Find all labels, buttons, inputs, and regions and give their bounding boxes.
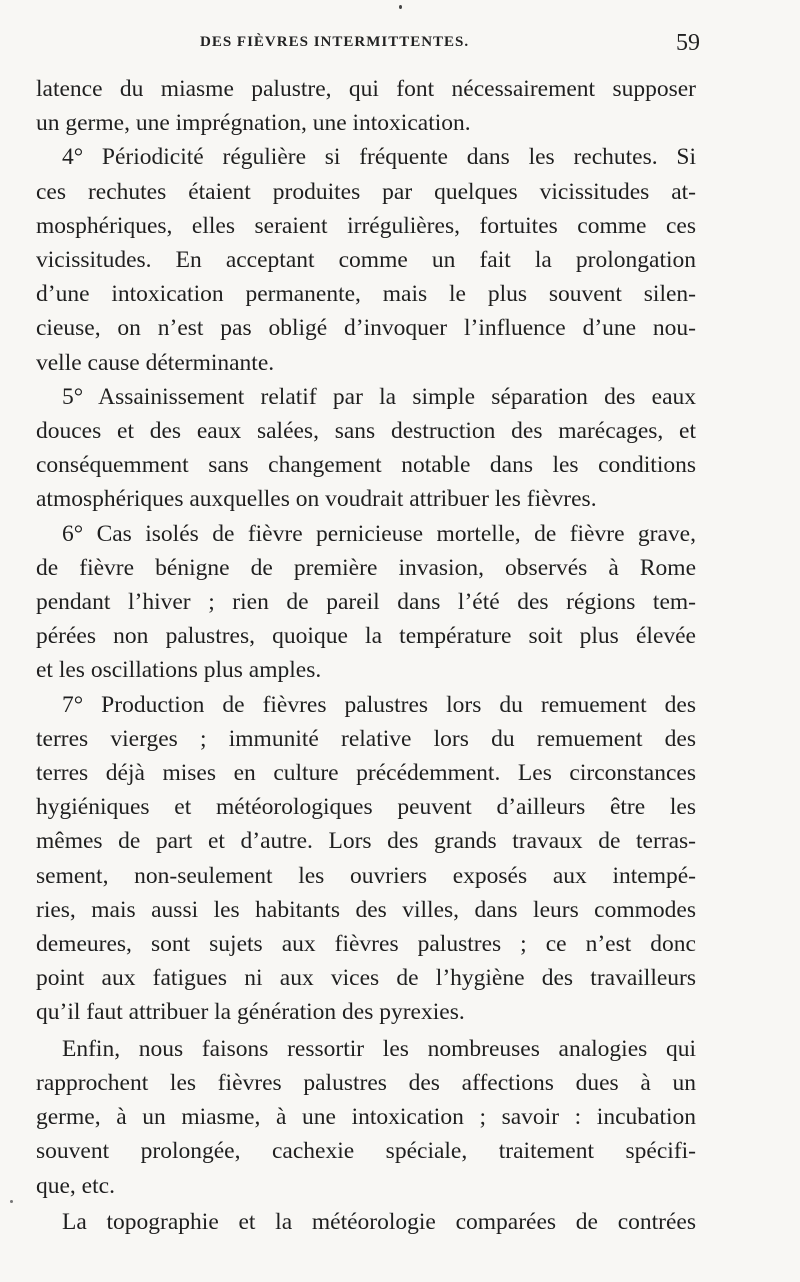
- paragraph-enfin: [36, 1032, 696, 1203]
- text-line: souvent prolongée, cachexie spéciale, traitement spécifi-: [36, 1138, 696, 1165]
- paragraph-item-6: [36, 517, 696, 688]
- paragraph-continuation: [36, 72, 696, 140]
- paragraph-item-4: [36, 140, 696, 379]
- text-line: 4° Périodicité régulière si fréquente dans les rechutes. Si: [62, 144, 696, 171]
- text-line: pendant l’hiver ; rien de pareil dans l’été des régions tem-: [36, 589, 696, 616]
- text-line: qu’il faut attribuer la génération des pyrexies.: [36, 999, 465, 1026]
- text-line: douces et des eaux salées, sans destruction des marécages, et: [36, 418, 696, 445]
- text-line: rapprochent les fièvres palustres des affections dues à un: [36, 1069, 696, 1096]
- text-line: sement, non-seulement les ouvriers exposés aux intempé-: [36, 862, 696, 889]
- print-speck: [399, 5, 402, 9]
- text-line: Enfin, nous faisons ressortir les nombreuses analogies qui: [62, 1035, 696, 1062]
- margin-speck: [10, 1200, 13, 1203]
- running-head: DES FIÈVRES INTERMITTENTES.: [200, 34, 470, 50]
- paragraph-item-5: [36, 380, 696, 517]
- text-line: atmosphériques auxquelles on voudrait attribuer les fièvres.: [36, 486, 597, 513]
- text-line: ces rechutes étaient produites par quelques vicissitudes at-: [36, 178, 696, 205]
- text-line: 7° Production de fièvres palustres lors du remuement des: [62, 691, 696, 718]
- text-line: que, etc.: [36, 1172, 115, 1199]
- text-line: mosphériques, elles seraient irrégulières, fortuites comme ces: [36, 212, 696, 239]
- text-line: terres déjà mises en culture précédemment. Les circonstances: [36, 760, 696, 787]
- page-number: 59: [676, 30, 700, 56]
- text-line: un germe, une imprégnation, une intoxication.: [36, 110, 471, 137]
- text-line: de fièvre bénigne de première invasion, observés à Rome: [36, 554, 696, 581]
- text-line: mêmes de part et d’autre. Lors des grands travaux de terras-: [36, 828, 696, 855]
- text-line: vicissitudes. En acceptant comme un fait la prolongation: [36, 247, 696, 274]
- text-line: hygiéniques et météorologiques peuvent d’ailleurs être les: [36, 794, 696, 821]
- paragraph-item-7: [36, 688, 696, 1030]
- text-line: d’une intoxication permanente, mais le plus souvent silen-: [36, 281, 696, 308]
- page-body: [36, 72, 696, 1239]
- paragraph-topographie: [36, 1205, 696, 1239]
- text-line: 6° Cas isolés de fièvre pernicieuse mortelle, de fièvre grave,: [62, 520, 696, 547]
- text-line: velle cause déterminante.: [36, 349, 275, 376]
- text-line: La topographie et la météorologie comparées de contrées: [62, 1208, 696, 1235]
- text-line: cieuse, on n’est pas obligé d’invoquer l’influence d’une nou-: [36, 315, 696, 342]
- text-line: demeures, sont sujets aux fièvres palustres ; ce n’est donc: [36, 931, 696, 958]
- text-line: ries, mais aussi les habitants des villes, dans leurs commodes: [36, 896, 696, 923]
- text-line: terres vierges ; immunité relative lors du remuement des: [36, 725, 696, 752]
- text-line: 5° Assainissement relatif par la simple séparation des eaux: [62, 383, 696, 410]
- text-line: conséquemment sans changement notable dans les conditions: [36, 452, 696, 479]
- text-line: germe, à un miasme, à une intoxication ; savoir : incubation: [36, 1104, 696, 1131]
- text-line: et les oscillations plus amples.: [36, 657, 322, 684]
- text-line: point aux fatigues ni aux vices de l’hygiène des travailleurs: [36, 965, 696, 992]
- text-line: pérées non palustres, quoique la température soit plus élevée: [36, 623, 696, 650]
- text-line: latence du miasme palustre, qui font nécessairement supposer: [36, 76, 696, 102]
- page-header: [200, 32, 700, 60]
